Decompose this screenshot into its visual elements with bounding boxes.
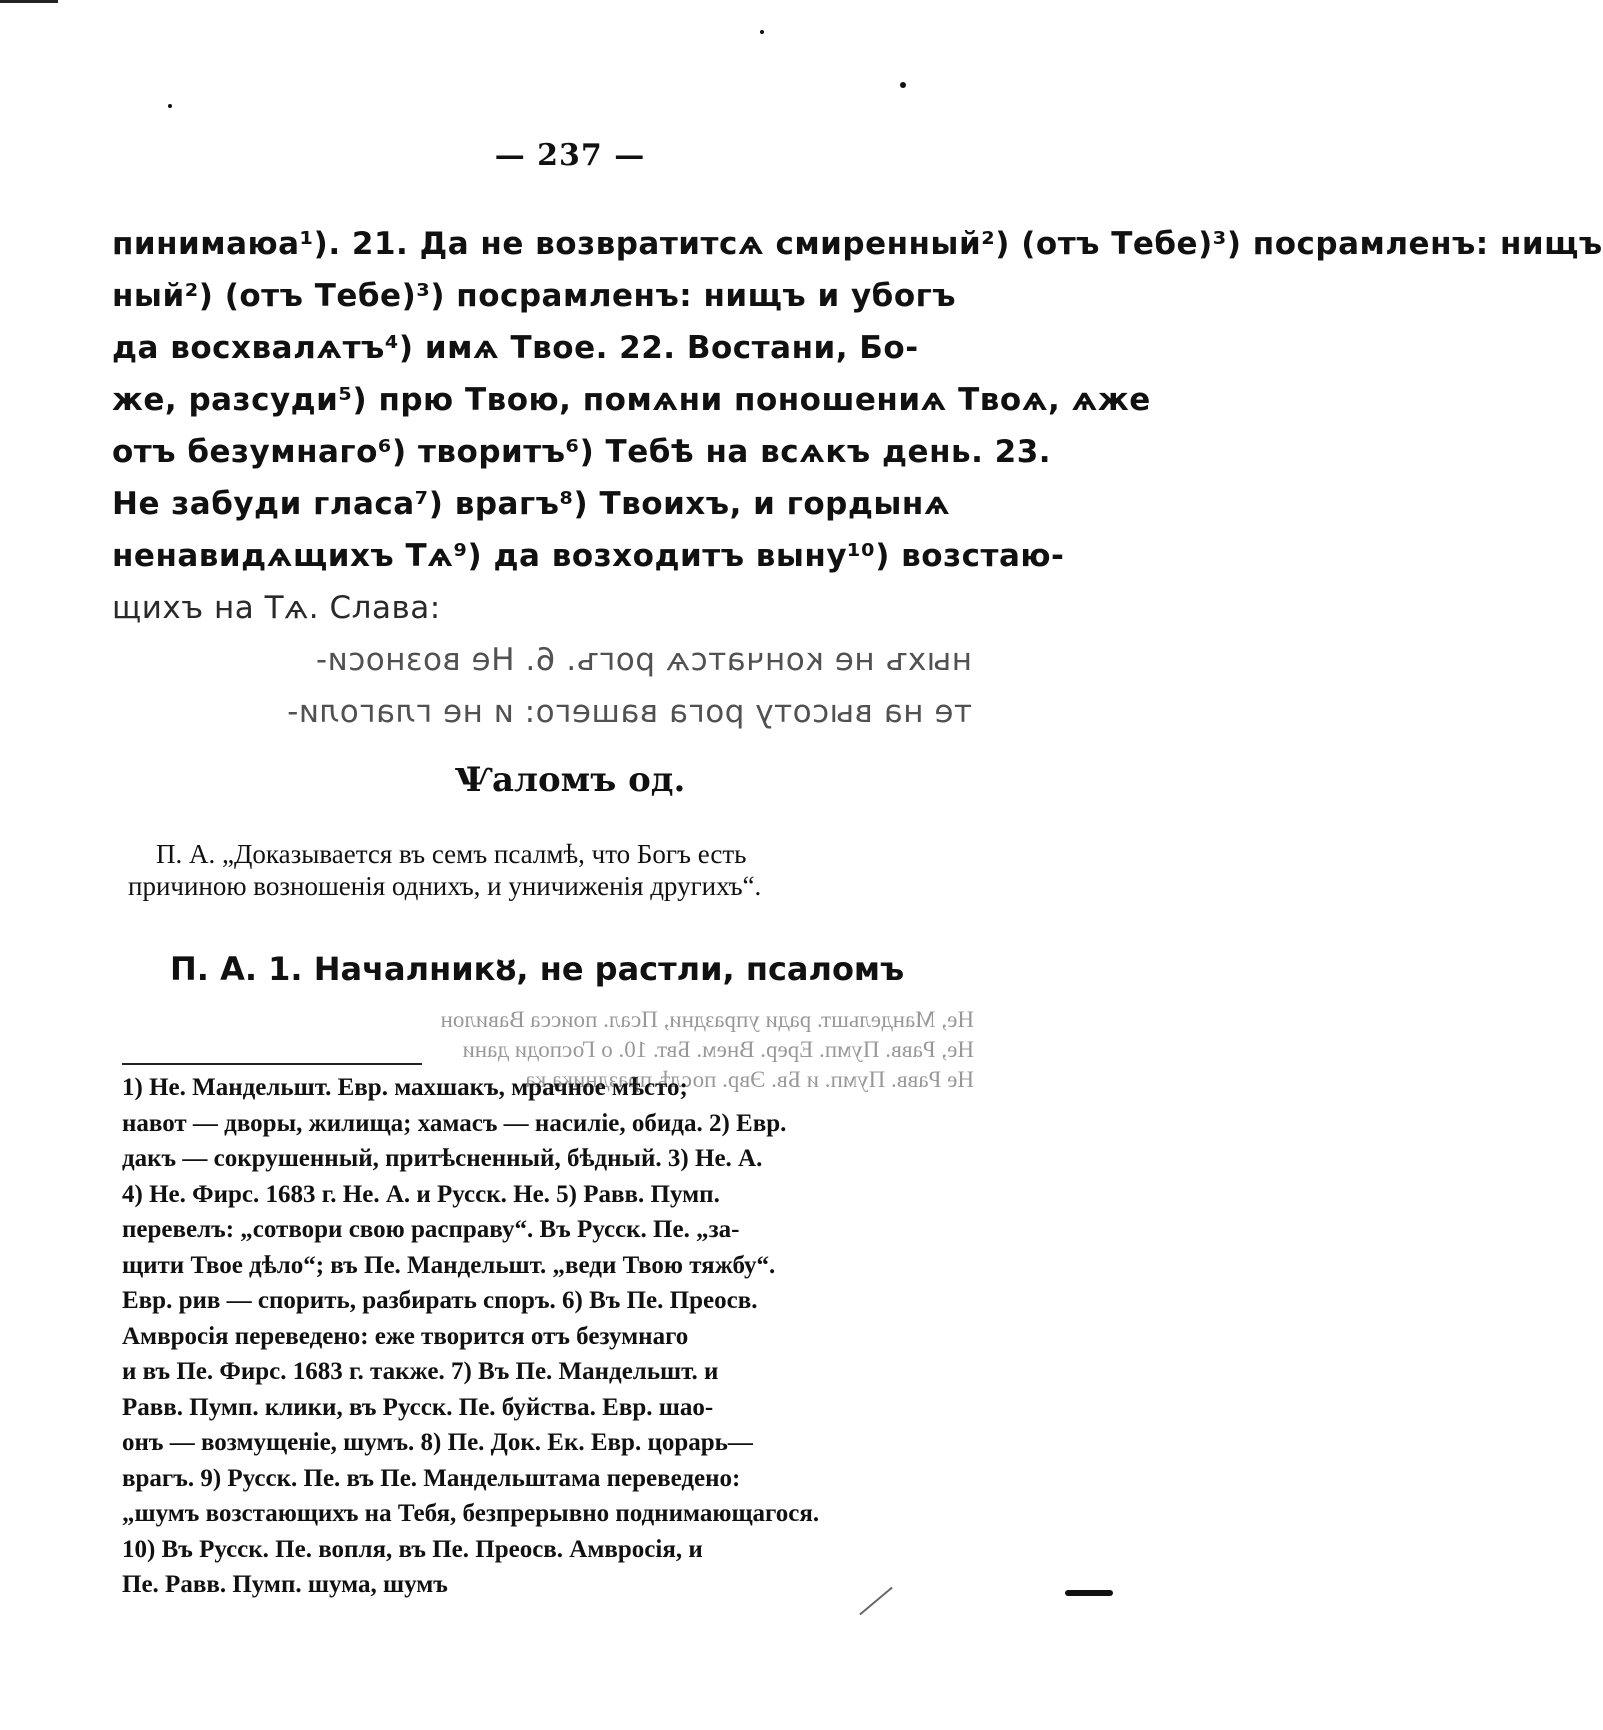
psalm-line: же, разсуди⁵) прю Твою, помѧни поношениѧ Твоѧ, ѧже (112, 382, 1151, 418)
page-corner-mark (0, 0, 58, 3)
psalm-line: отъ безумнаго⁶) творитъ⁶) Тебѣ на всѧкъ день. 23. (112, 434, 1052, 470)
mirrored-bleed-line: те на высоту рога вашего: и не глаголи- (286, 694, 972, 730)
ink-speck (900, 82, 906, 88)
footnote-line: Амвросія переведено: еже творится отъ безумнаго (122, 1322, 689, 1350)
margin-dash-mark (1065, 1590, 1113, 1596)
footnote-line: Пе. Равв. Пумп. шума, шумъ (122, 1571, 448, 1598)
psalm-heading: Ѱаломъ од. (454, 760, 686, 800)
footnote-line: и въ Пе. Фирс. 1683 г. также. 7) Въ Пе. Мандельшт. и (122, 1358, 719, 1385)
footnote-line: „шумъ возстающихъ на Тебя, безпрерывно поднимающагося. (122, 1500, 820, 1527)
footnotes-block (122, 1070, 974, 1603)
footnote-line: перевелъ: „сотвори свою расправу“. Въ Русск. Пе. „за- (122, 1216, 740, 1243)
summary-line: П. А. „Доказывается въ семъ псалмѣ, что Богъ есть (156, 839, 747, 869)
psalm-line: ненавидѧщихъ Тѧ⁹) да возходитъ выну¹⁰) возстаю- (112, 538, 1065, 574)
bleed-through-line: Не Равв. Пумп. и Бв. Эвр. послѣ праздника ка (525, 1067, 974, 1092)
verse-one-heading: П. А. 1. Началникȣ, не растли, псаломъ (170, 950, 905, 988)
footnote-line: Евр. рив — спорить, разбирать споръ. 6) Въ Пе. Преосв. (122, 1287, 758, 1314)
psalm-text-block (112, 218, 1603, 738)
footnote-line: щити Твое дѣло“; въ Пе. Мандельшт. „веди Твою тяжбу“. (122, 1251, 776, 1279)
footnote-rule (122, 1063, 422, 1065)
psalm-summary (128, 838, 968, 902)
footnote-line: дакъ — сокрушенный, притѣсненный, бѣдный. 3) Не. А. (122, 1145, 763, 1172)
psalm-line: щихъ на Тѧ. Слава: (112, 590, 441, 626)
psalm-line: да восхвалѧтъ⁴) имѧ Твое. 22. Воcтани, Бо- (112, 330, 919, 366)
footnote-line: навот — дворы, жилища; хамасъ — насиліе, обида. 2) Евр. (122, 1109, 787, 1137)
footnote-line: 4) Не. Фирс. 1683 г. Не. А. и Русск. Не. 5) Равв. Пумп. (122, 1180, 720, 1208)
footnote-line: онъ — возмущеніе, шумъ. 8) Пе. Док. Ек. Евр. цорарь— (122, 1429, 753, 1456)
bleed-through-line: Не, Мандельшт. ради упраздни, Псал. поисса Вавилон (440, 1007, 974, 1032)
page-number: — 237 — (494, 138, 646, 173)
ink-speck (760, 30, 764, 34)
footnote-line: врагъ. 9) Русск. Пе. въ Пе. Мандельштама переведено: (122, 1464, 741, 1492)
footnote-line: 1) Не. Мандельшт. Евр. махшакъ, мрачное мѣсто; (122, 1074, 688, 1101)
ink-speck (168, 104, 172, 108)
footnote-line: 10) Въ Русск. Пе. вопля, въ Пе. Преосв. Амвросія, и (122, 1535, 703, 1563)
summary-line: причиною возношенія однихъ, и уничиженія другихъ“. (128, 871, 762, 901)
footnote-line: Равв. Пумп. клики, въ Русск. Пе. буйства. Евр. шао- (122, 1393, 714, 1421)
psalm-line: пинимаюа¹). 21. Да не возвратитсѧ смиренный²) (отъ Тебе)³) посрамленъ: нищъ (112, 226, 1603, 262)
psalm-line: Не забуди гласа⁷) врагъ⁸) Твоихъ, и гордынѧ (112, 486, 951, 522)
psalm-line: ный²) (отъ Тебе)³) посрамленъ: нищъ и убогъ (112, 278, 957, 314)
mirrored-bleed-line: ныхъ не кончатсѧ рогъ. 6. Не возноси- (315, 642, 972, 678)
bleed-through-line: Не, Равв. Пумп. Ерер. Внем. Бвт. 10. о Господи дани (462, 1037, 974, 1062)
